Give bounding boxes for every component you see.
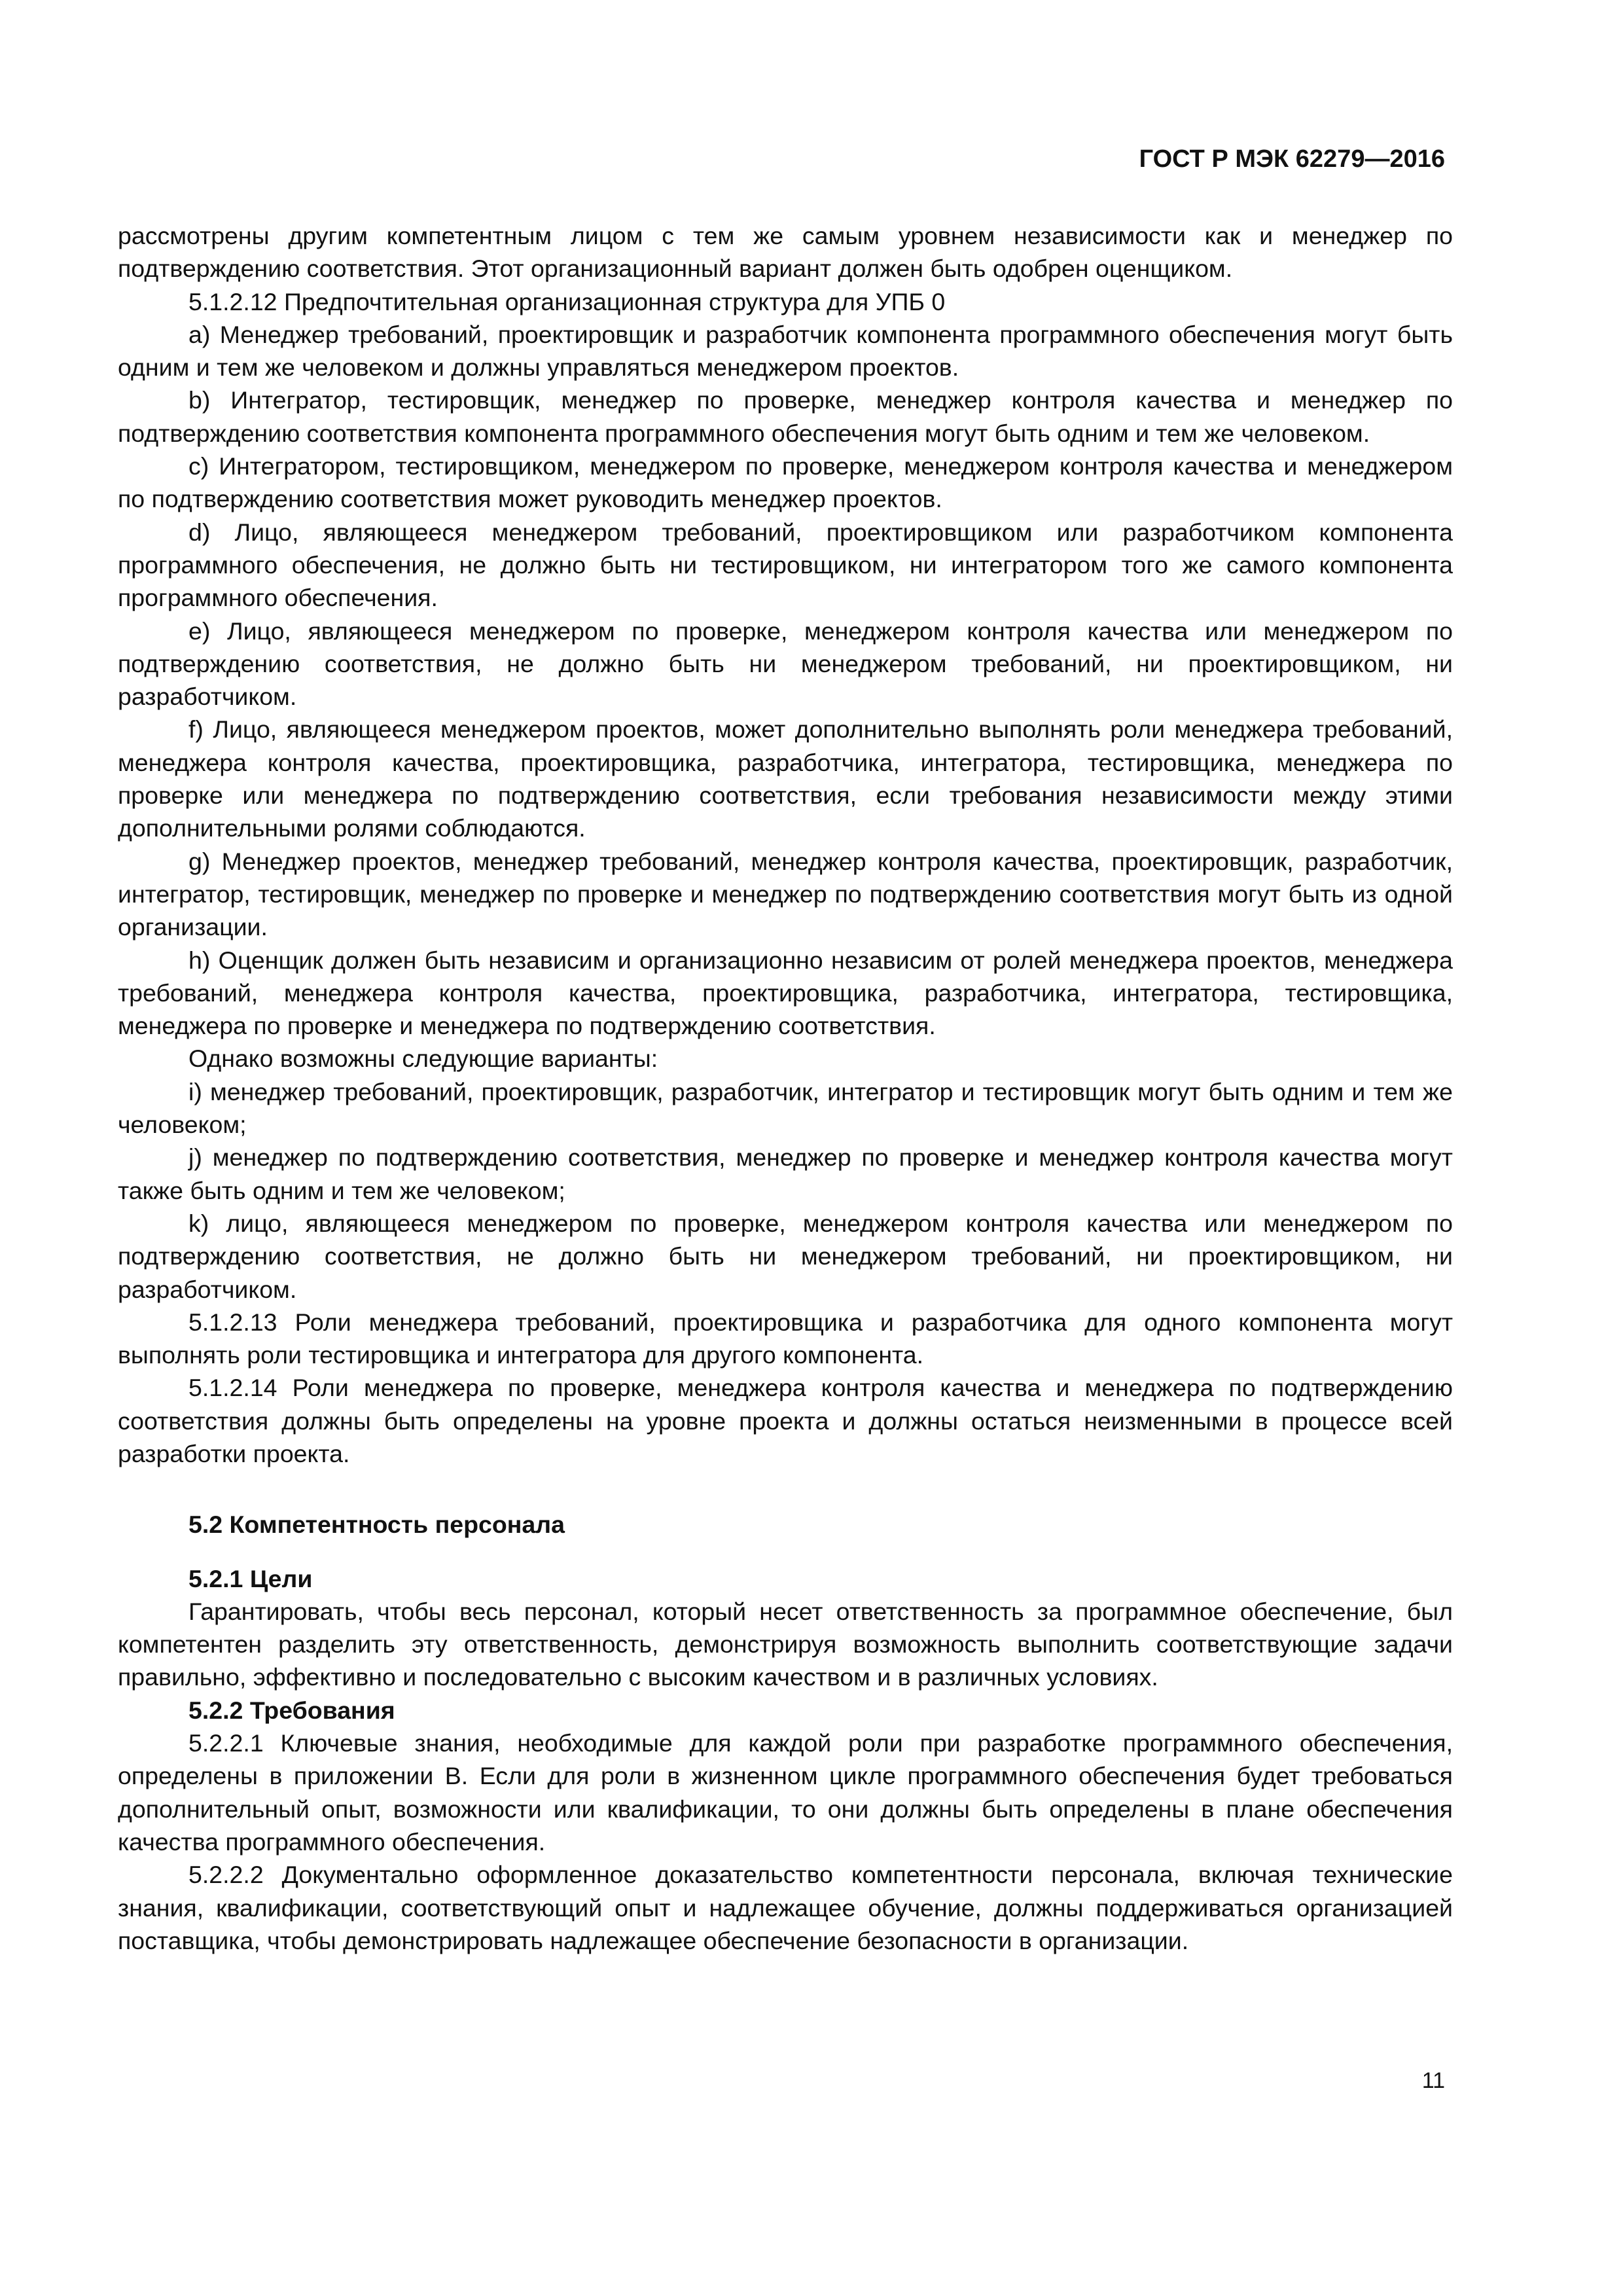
item-c: c) Интегратором, тестировщиком, менеджером по проверке, менеджером контроля качества и менеджером по подтверждению соответствия может руководить менеджер проектов.: [118, 452, 1453, 513]
paragraph-however: Однако возможны следующие варианты:: [188, 1045, 658, 1073]
item-j: j) менеджер по подтверждению соответствия, менеджер по проверке и менеджер контроля качества могут также быть одним и тем же человеком;: [118, 1143, 1453, 1204]
section-5-2-1-text: Гарантировать, чтобы весь персонал, который несет ответственность за программное обеспечение, был компетентен разделить эту ответственность, демонстрируя возможность выполнить соответствующие задачи правильно, эффективно и последовательно с высоким качеством и в различных условиях.: [118, 1597, 1453, 1691]
clause-5-2-2-1: 5.2.2.1 Ключевые знания, необходимые для каждой роли при разработке программного обеспечения, определены в приложении В. Если для роли в жизненном цикле программного обеспечения будет требоваться дополнительный опыт, возможности или квалификации, то они должны быть определены в плане обеспечения качества программного обеспечения.: [118, 1729, 1453, 1856]
item-k: k) лицо, являющееся менеджером по проверке, менеджером контроля качества или менеджером по подтверждению соответствия, не должно быть ни менеджером требований, ни проектировщиком, ни разработчиком.: [118, 1209, 1453, 1303]
clause-5-1-2-13: 5.1.2.13 Роли менеджера требований, проектировщика и разработчика для одного компонента могут выполнять роли тестировщика и интегратора для другого компонента.: [118, 1308, 1453, 1369]
item-g: g) Менеджер проектов, менеджер требований, менеджер контроля качества, проектировщик, разработчик, интегратор, тестировщик, менеджер по проверке и менеджер по подтверждению соответствия могут быть из одной организации.: [118, 847, 1453, 941]
item-b: b) Интегратор, тестировщик, менеджер по проверке, менеджер контроля качества и менеджер по подтверждению соответствия компонента программного обеспечения могут быть одним и тем же человеком.: [118, 386, 1453, 447]
item-i: i) менеджер требований, проектировщик, разработчик, интегратор и тестировщик могут быть одним и тем же человеком;: [118, 1077, 1453, 1139]
item-e: e) Лицо, являющееся менеджером по проверке, менеджером контроля качества или менеджером по подтверждению соответствия, не должно быть ни менеджером требований, ни проектировщиком, ни разработчиком.: [118, 617, 1453, 711]
section-heading-5-2-1: 5.2.1 Цели: [188, 1564, 313, 1592]
section-heading-5-2: 5.2 Компетентность персонала: [188, 1511, 565, 1539]
item-f: f) Лицо, являющееся менеджером проектов, может дополнительно выполнять роли менеджера требований, менеджера контроля качества, проектировщика, разработчика, интегратора, тестировщика, менеджера по проверке или менеджера по подтверждению соответствия, если требования независимости между этими дополнительными ролями соблюдаются.: [118, 715, 1453, 842]
item-a: а) Менеджер требований, проектировщик и разработчик компонента программного обеспечения могут быть одним и тем же человеком и должны управляться менеджером проектов.: [118, 320, 1453, 382]
clause-5-1-2-14: 5.1.2.14 Роли менеджера по проверке, менеджера контроля качества и менеджера по подтверждению соответствия должны быть определены на уровне проекта и должны остаться неизменными в процессе всей разработки проекта.: [118, 1374, 1453, 1467]
clause-5-2-2-2: 5.2.2.2 Документально оформленное доказательство компетентности персонала, включая технические знания, квалификации, соответствующий опыт и надлежащее обучение, должны поддерживаться организацией поставщика, чтобы демонстрировать надлежащее обеспечение безопасности в организации.: [118, 1861, 1453, 1954]
document-body: [118, 219, 1453, 1957]
section-heading-5-2-2: 5.2.2 Требования: [188, 1696, 395, 1724]
item-d: d) Лицо, являющееся менеджером требований, проектировщиком или разработчиком компонента программного обеспечения, не должно быть ни тестировщиком, ни интегратором того же самого компонента программного обеспечения.: [118, 518, 1453, 612]
paragraph-continuation: рассмотрены другим компетентным лицом с тем же самым уровнем независимости как и менеджер по подтверждению соответствия. Этот организационный вариант должен быть одобрен оценщиком.: [118, 222, 1453, 283]
page-number: 11: [1421, 2068, 1445, 2093]
clause-5-1-2-12: 5.1.2.12 Предпочтительная организационная структура для УПБ 0: [188, 287, 946, 315]
item-h: h) Оценщик должен быть независим и организационно независим от ролей менеджера проектов, менеджера требований, менеджера контроля качества, проектировщика, разработчика, интегратора, тестировщика, менеджера по проверке и менеджера по подтверждению соответствия.: [118, 946, 1453, 1040]
standard-header: ГОСТ Р МЭК 62279—2016: [1139, 145, 1445, 173]
